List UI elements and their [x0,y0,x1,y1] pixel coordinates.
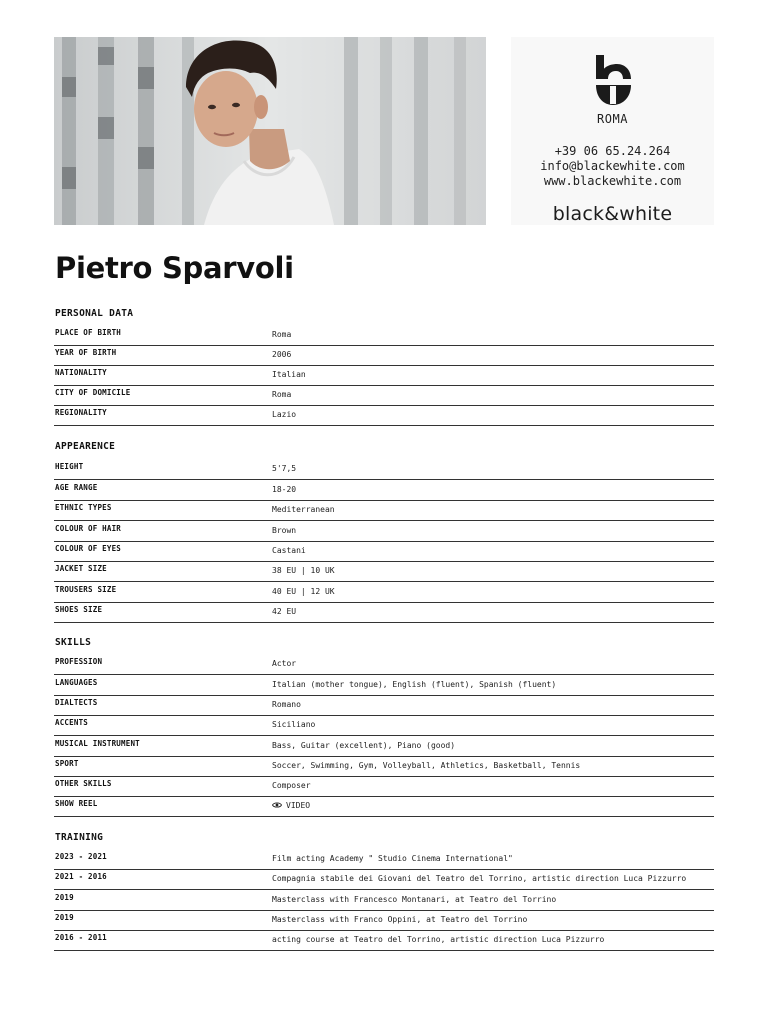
row-label: HEIGHT [55,462,84,471]
row-label: 2016 - 2011 [55,933,107,942]
actor-name: Pietro Sparvoli [55,251,294,285]
table-row [54,796,714,817]
table-row [54,715,714,736]
row-label: DIALTECTS [55,698,98,707]
table-row [54,480,714,501]
row-value: 42 EU [272,607,297,616]
row-value: Castani [272,546,306,555]
agency-wordmark: black&white [552,203,673,225]
table-row [54,345,714,366]
row-label: TROUSERS SIZE [55,585,117,594]
row-value: Romano [272,700,301,709]
table-row [54,325,714,346]
table-row [54,930,714,951]
row-label: JACKET SIZE [55,564,107,573]
row-label: SPORT [55,759,79,768]
table-row [54,405,714,426]
table-row [54,561,714,582]
table-row [54,500,714,521]
agency-contacts [511,144,714,189]
row-label: LANGUAGES [55,678,98,687]
row-label: PROFESSION [55,657,103,666]
table-row [54,541,714,562]
table-row [54,365,714,386]
row-label: 2019 [55,893,74,902]
headshot-image [54,37,486,225]
section-title-training: TRAINING [55,832,104,843]
row-value: Roma [272,390,292,399]
table-row [54,654,714,675]
row-value: Actor [272,659,297,668]
section-title-personal-data: PERSONAL DATA [55,308,134,319]
row-value: 5'7,5 [272,464,297,473]
show-reel-label[interactable]: VIDEO [286,801,311,810]
row-label: COLOUR OF EYES [55,544,122,553]
agency-panel [511,37,714,225]
row-value: Italian [272,370,306,379]
row-value: Film acting Academy " Studio Cinema International" [272,854,513,863]
row-label: ETHNIC TYPES [55,503,112,512]
table-row [54,675,714,696]
table-row [54,869,714,890]
row-label: 2023 - 2021 [55,852,107,861]
table-row [54,736,714,757]
headshot-photo [54,37,486,225]
row-value: Mediterranean [272,505,335,514]
eye-icon [272,801,282,809]
row-value: Composer [272,781,311,790]
row-value: Roma [272,330,292,339]
agency-email[interactable]: info@blackewhite.com [540,159,685,173]
section-title-skills: SKILLS [55,637,92,648]
row-label: 2021 - 2016 [55,872,107,881]
table-row [54,582,714,603]
row-label: ACCENTS [55,718,89,727]
row-value: Bass, Guitar (excellent), Piano (good) [272,741,456,750]
row-label: REGIONALITY [55,408,107,417]
agency-phone[interactable]: +39 06 65.24.264 [554,144,671,158]
row-label: PLACE OF BIRTH [55,328,122,337]
table-row [54,695,714,716]
section-title-appearance: APPEARENCE [55,441,116,452]
table-row [54,459,714,480]
row-label: NATIONALITY [55,368,107,377]
agency-website[interactable]: www.blackewhite.com [543,174,682,188]
row-value: 18-20 [272,485,297,494]
row-label: OTHER SKILLS [55,779,112,788]
table-row [54,385,714,406]
agency-city: ROMA [597,112,628,126]
agency-logo-icon [593,53,633,111]
table-row [54,756,714,777]
table-row [54,890,714,911]
row-label: CITY OF DOMICILE [55,388,131,397]
row-value: Lazio [272,410,297,419]
table-row [54,602,714,623]
row-value: Compagnia stabile dei Giovani del Teatro del Torrino, artistic direction Luca Pizzurro [272,874,687,883]
table-row [54,776,714,797]
row-value: 40 EU | 12 UK [272,587,335,596]
row-value: 38 EU | 10 UK [272,566,335,575]
row-value: Masterclass with Franco Oppini, at Teatro del Torrino [272,915,528,924]
row-value: Soccer, Swimming, Gym, Volleyball, Athletics, Basketball, Tennis [272,761,581,770]
row-label: SHOES SIZE [55,605,103,614]
show-reel-link[interactable] [272,801,310,810]
table-row [54,521,714,542]
row-value: Siciliano [272,720,316,729]
table-row [54,849,714,870]
row-value: Brown [272,526,297,535]
table-row [54,910,714,931]
row-label: YEAR OF BIRTH [55,348,117,357]
row-label: MUSICAL INSTRUMENT [55,739,140,748]
row-label: COLOUR OF HAIR [55,524,122,533]
row-label: SHOW REEL [55,799,98,808]
row-label: 2019 [55,913,74,922]
row-label: AGE RANGE [55,483,98,492]
row-value: Masterclass with Francesco Montanari, at Teatro del Torrino [272,895,557,904]
row-value: 2006 [272,350,292,359]
row-value: Italian (mother tongue), English (fluent), Spanish (fluent) [272,680,557,689]
row-value: acting course at Teatro del Torrino, artistic direction Luca Pizzurro [272,935,605,944]
